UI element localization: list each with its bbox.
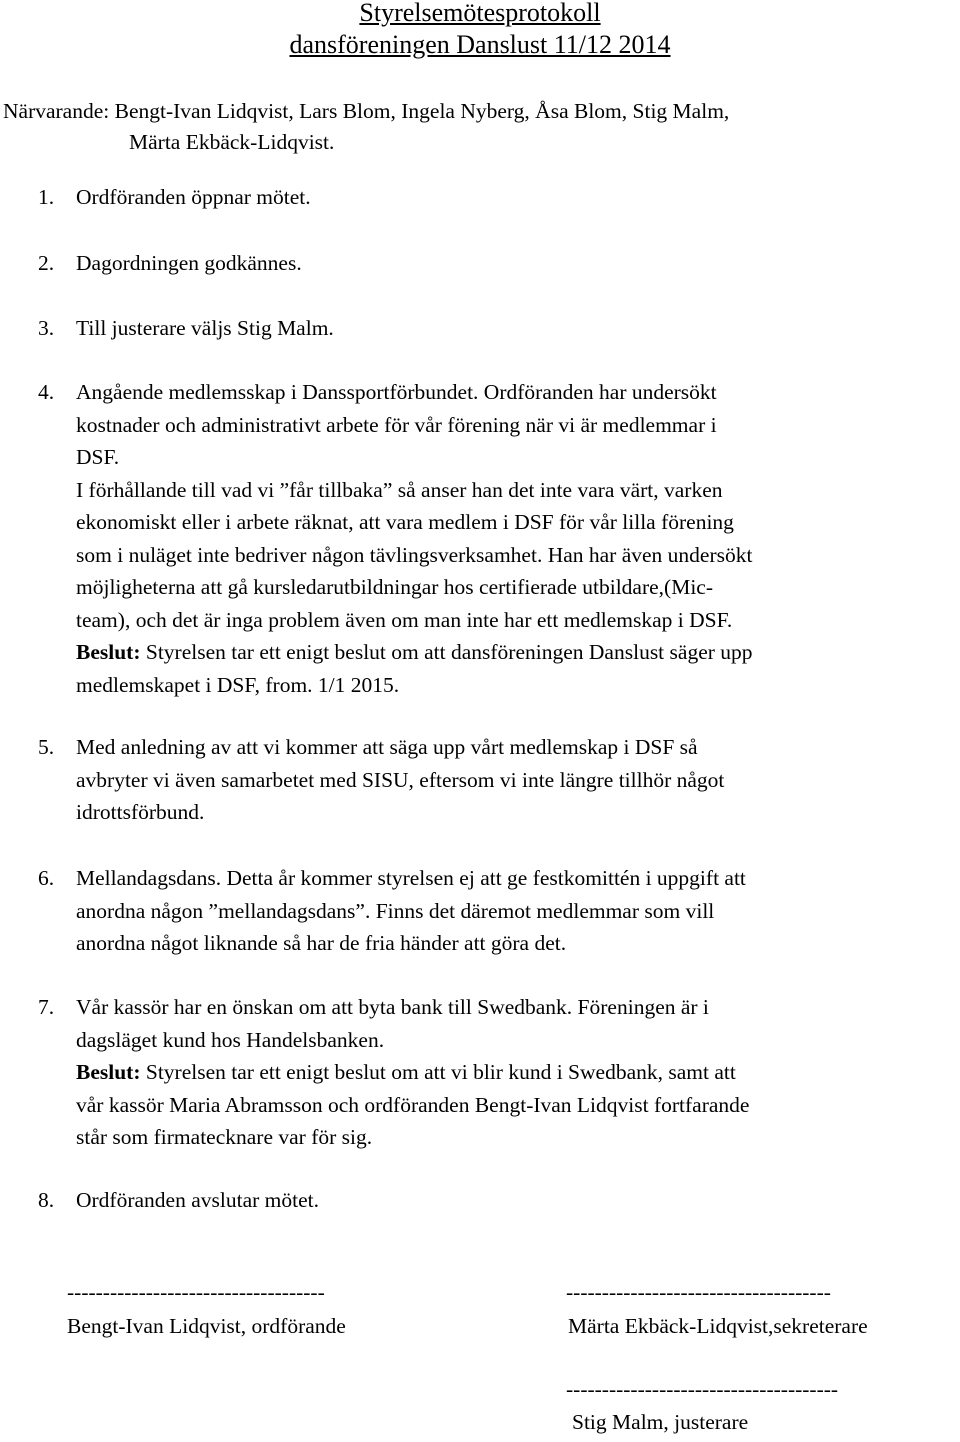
item-text: Ordföranden avslutar mötet. bbox=[76, 1188, 319, 1212]
item-number: 2. bbox=[38, 251, 55, 275]
item-text: anordna något liknande så har de fria händer att göra det. bbox=[76, 931, 567, 955]
item-number: 3. bbox=[38, 316, 55, 340]
decision-text: Styrelsen tar ett enigt beslut om att vi blir kund i Swedbank, samt att bbox=[140, 1060, 736, 1084]
signature-line-adjuster: -------------------------------------- bbox=[566, 1377, 839, 1401]
item-text: som i nuläget inte bedriver någon tävlingsverksamhet. Han har även undersökt bbox=[76, 542, 753, 567]
document-subtitle: dansföreningen Danslust 11/12 2014 bbox=[289, 30, 671, 59]
signature-line-secretary: ------------------------------------- bbox=[566, 1280, 831, 1304]
item-text: idrottsförbund. bbox=[76, 800, 205, 824]
attendees-line-2: Märta Ekbäck-Lidqvist. bbox=[129, 130, 335, 154]
item-text: Ordföranden öppnar mötet. bbox=[76, 185, 311, 209]
signature-line-chairman: ------------------------------------ bbox=[67, 1280, 325, 1304]
item-text: ekonomiskt eller i arbete räknat, att vara medlem i DSF för vår lilla förening bbox=[76, 510, 734, 534]
signature-name-adjuster: Stig Malm, justerare bbox=[572, 1410, 749, 1434]
decision-line bbox=[76, 636, 753, 669]
item-text: Till justerare väljs Stig Malm. bbox=[76, 316, 334, 340]
item-text: Mellandagsdans. Detta år kommer styrelsen ej att ge festkomittén i uppgift att bbox=[76, 866, 746, 890]
item-text: Vår kassör har en önskan om att byta bank till Swedbank. Föreningen är i bbox=[76, 995, 709, 1019]
item-number: 7. bbox=[38, 995, 55, 1019]
item-text: Dagordningen godkännes. bbox=[76, 251, 302, 275]
item-number: 8. bbox=[38, 1188, 55, 1212]
item-text: team), och det är inga problem även om man inte har ett medlemskap i DSF. bbox=[76, 607, 733, 632]
item-text: Angående medlemsskap i Danssportförbundet. Ordföranden har undersökt bbox=[76, 380, 717, 404]
decision-text: vår kassör Maria Abramsson och ordföranden Bengt-Ivan Lidqvist fortfarande bbox=[76, 1092, 750, 1117]
item-text: möjligheterna att gå kursledarutbildningar hos certifierade utbildare,(Mic- bbox=[76, 575, 714, 599]
signature-name-secretary: Märta Ekbäck-Lidqvist,sekreterare bbox=[568, 1314, 868, 1338]
item-text: DSF. bbox=[76, 445, 120, 469]
decision-line bbox=[76, 1056, 749, 1089]
decision-text: medlemskapet i DSF, from. 1/1 2015. bbox=[76, 672, 400, 697]
item-number: 4. bbox=[38, 380, 55, 404]
item-text: I förhållande till vad vi ”får tillbaka” så anser han det inte vara värt, varken bbox=[76, 477, 723, 502]
item-text: kostnader och administrativt arbete för vår förening när vi är medlemmar i bbox=[76, 412, 717, 437]
item-number: 6. bbox=[38, 866, 55, 890]
item-text: avbryter vi även samarbetet med SISU, eftersom vi inte längre tillhör något bbox=[76, 767, 725, 792]
decision-label: Beslut: bbox=[76, 640, 141, 664]
attendees-line-1: Närvarande: Bengt-Ivan Lidqvist, Lars Blom, Ingela Nyberg, Åsa Blom, Stig Malm, bbox=[3, 99, 730, 123]
decision-text: Styrelsen tar ett enigt beslut om att dansföreningen Danslust säger upp bbox=[140, 640, 753, 664]
item-text: dagsläget kund hos Handelsbanken. bbox=[76, 1027, 385, 1052]
decision-label: Beslut: bbox=[76, 1060, 141, 1084]
decision-text: står som firmatecknare var för sig. bbox=[76, 1125, 373, 1149]
item-text: anordna någon ”mellandagsdans”. Finns det däremot medlemmar som vill bbox=[76, 898, 715, 923]
item-text: Med anledning av att vi kommer att säga upp vårt medlemskap i DSF så bbox=[76, 735, 698, 759]
signature-name-chairman: Bengt-Ivan Lidqvist, ordförande bbox=[67, 1314, 346, 1338]
document-title: Styrelsemötesprotokoll bbox=[359, 0, 601, 27]
item-number: 1. bbox=[38, 185, 55, 209]
item-number: 5. bbox=[38, 735, 55, 759]
